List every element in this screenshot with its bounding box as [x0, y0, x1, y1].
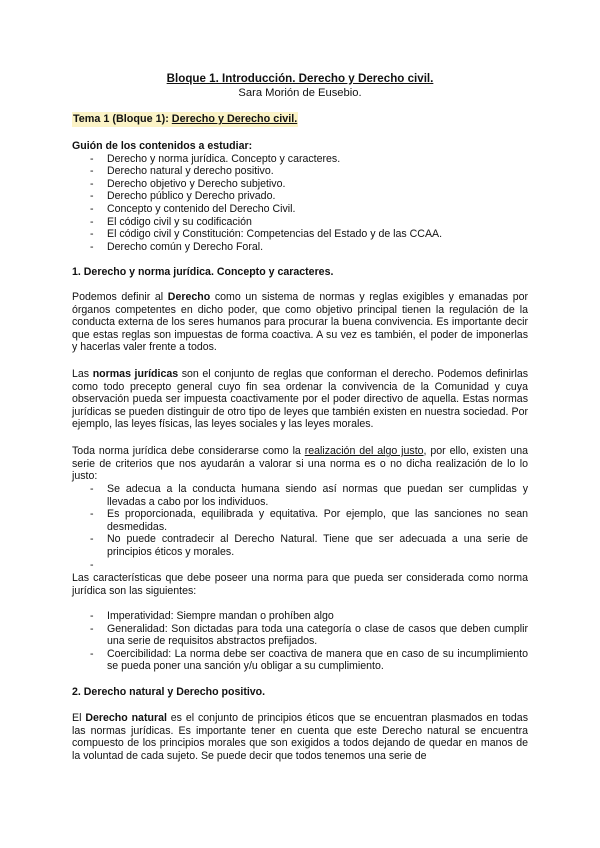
tema-topic: Derecho y Derecho civil. — [171, 113, 298, 125]
term-derecho-natural: Derecho natural — [85, 712, 167, 724]
list-item: - Derecho natural y derecho positivo. — [72, 165, 528, 178]
list-item: - Derecho y norma jurídica. Concepto y caracteres. — [72, 153, 528, 166]
section1-heading: 1. Derecho y norma jurídica. Concepto y caracteres. — [72, 266, 334, 278]
section2-heading: 2. Derecho natural y Derecho positivo. — [72, 686, 266, 698]
list-item: - No puede contradecir al Derecho Natural. Tiene que ser adecuada a una serie de principios éticos y morales. — [72, 533, 528, 558]
characteristics-list-container — [72, 610, 528, 673]
tema-prefix: Tema 1 (Bloque 1): — [73, 113, 172, 125]
guion-heading: Guión de los contenidos a estudiar: — [72, 140, 253, 152]
list-item: - Derecho común y Derecho Foral. — [72, 241, 528, 254]
document-title: Bloque 1. Introducción. Derecho y Derecho civil. — [166, 72, 434, 85]
tema-heading — [72, 112, 298, 127]
term-derecho: Derecho — [167, 291, 211, 303]
section2-paragraph-1: El Derecho natural es el conjunto de principios éticos que se encuentran plasmados en todas las normas jurídicas. Es importante tener en cuenta que este Derecho natural se encuentra compuesto de los principios morales que son exigidos a todos dejando de quedar en manos de la voluntad de cada sujeto. Se puede decir que todos tenemos una serie de — [72, 712, 528, 762]
list-item: - Derecho público y Derecho privado. — [72, 190, 528, 203]
list-item: - Generalidad: Son dictadas para toda una categoría o clase de casos que deben cumplir una serie de requisitos abstractos prefijados. — [72, 623, 528, 648]
characteristics-list — [72, 610, 528, 673]
list-item: - El código civil y Constitución: Competencias del Estado y de las CCAA. — [72, 228, 528, 241]
section1-paragraph-3: Toda norma jurídica debe considerarse como la realización del algo justo, por ello, existen una serie de criterios que nos ayudarán a valorar si una norma es o no dicha realización de lo lo justo: — [72, 445, 529, 483]
underlined-phrase: realización del algo justo — [304, 445, 424, 457]
list-item: - Se adecua a la conducta humana siendo así normas que puedan ser cumplidas y llevadas a cabo por los individuos. — [72, 483, 528, 508]
list-item: - Concepto y contenido del Derecho Civil. — [72, 203, 528, 216]
list-item: - Coercibilidad: La norma debe ser coactiva de manera que en caso de su incumplimiento se pueda poner una sanción y/u obligar a su cumplimiento. — [72, 648, 528, 673]
guion-list — [72, 153, 528, 254]
criteria-list — [72, 483, 528, 571]
list-item: - Imperatividad: Siempre mandan o prohíben algo — [72, 610, 528, 623]
list-item: - Derecho objetivo y Derecho subjetivo. — [72, 178, 528, 191]
criteria-list-container — [72, 483, 528, 571]
section1-paragraph-1: Podemos definir al Derecho como un sistema de normas y reglas exigibles y emanadas por órganos competentes en dicho poder, que como objetivo principal tienen la regulación de la conducta externa de los seres humanos para procurar la buena convivencia. Es importante decir que estas reglas son impuestas de forma coactiva. A su vez es también, el poder de imponerlas y hacerlas valer frente a todos. — [72, 291, 529, 354]
term-normas-juridicas: normas jurídicas — [92, 368, 179, 380]
list-item — [72, 559, 528, 572]
guion-section — [72, 140, 528, 253]
section1-paragraph-4: Las características que debe poseer una norma para que pueda ser considerada como norma jurídica son las siguientes: — [72, 572, 528, 597]
list-item: - El código civil y su codificación — [72, 216, 528, 229]
document-author: Sara Morión de Eusebio. — [238, 87, 362, 99]
list-item: - Es proporcionada, equilibrada y equitativa. Por ejemplo, que las sanciones no sean desmedidas. — [72, 508, 528, 533]
section1-paragraph-2: Las normas jurídicas son el conjunto de reglas que conforman el derecho. Podemos definirlas como todo precepto general cuyo fin sea ordenar la convivencia de la Comunidad y cuya observación pueda ser impuesta coactivamente por el poder directivo de aquella. Estas normas jurídicas se pueden distinguir de otro tipo de leyes que también existen en nuestra sociedad. Por ejemplo, las leyes físicas, las leyes sociales y las leyes morales. — [72, 368, 529, 431]
